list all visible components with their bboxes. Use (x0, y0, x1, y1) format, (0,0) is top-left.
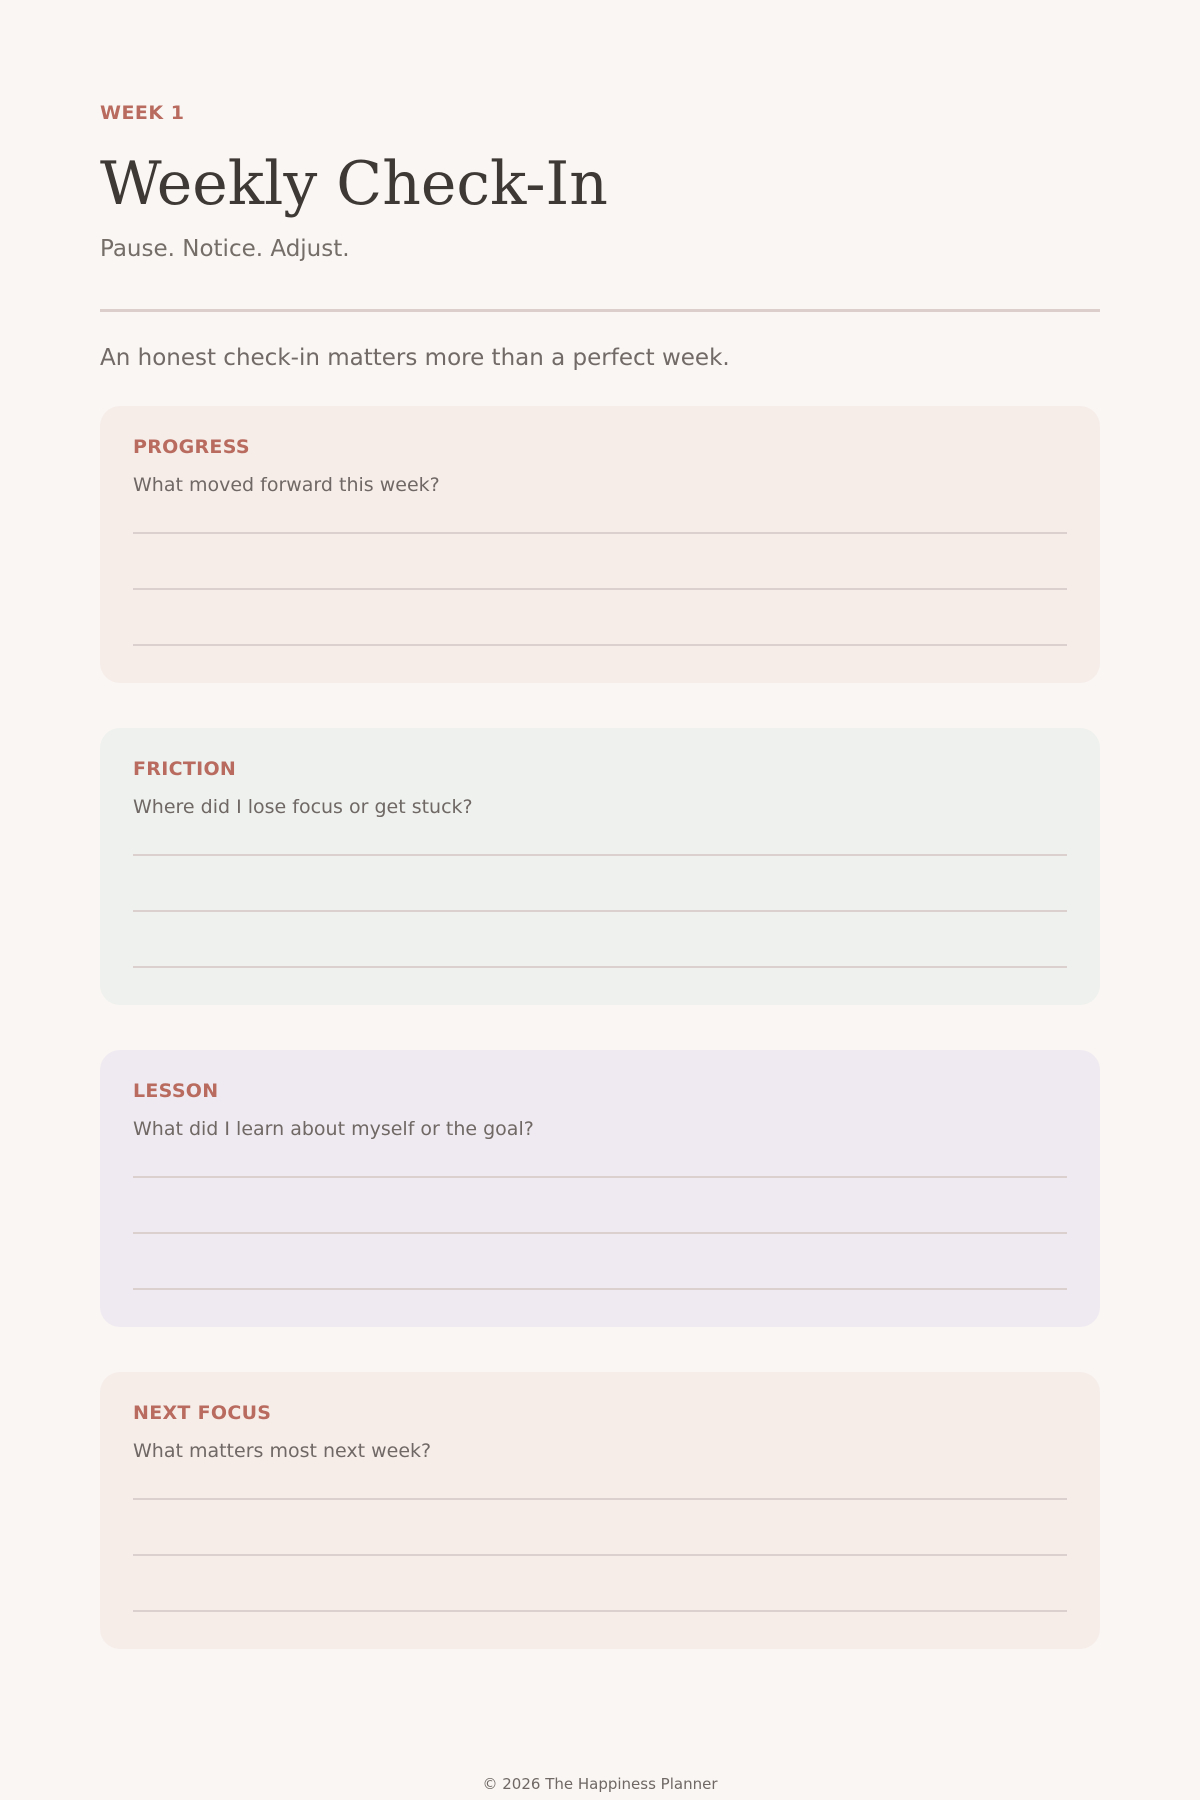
writing-line[interactable] (133, 644, 1067, 646)
footer-copyright: © 2026 The Happiness Planner (482, 1775, 718, 1793)
section-question: What did I learn about myself or the goal? (133, 1118, 534, 1140)
writing-line[interactable] (133, 966, 1067, 968)
section-question: What matters most next week? (133, 1440, 432, 1462)
section-question: Where did I lose focus or get stuck? (133, 796, 473, 818)
section-label: PROGRESS (133, 436, 250, 458)
section-label: LESSON (133, 1080, 219, 1102)
writing-line[interactable] (133, 910, 1067, 912)
page-title: Weekly Check-In (100, 149, 608, 219)
writing-line[interactable] (133, 532, 1067, 534)
section-label: NEXT FOCUS (133, 1402, 272, 1424)
section-card-lesson (100, 1050, 1100, 1327)
section-card-next-focus (100, 1372, 1100, 1649)
week-label: WEEK 1 (100, 102, 185, 124)
section-question: What moved forward this week? (133, 474, 440, 496)
section-card-progress (100, 406, 1100, 683)
writing-line[interactable] (133, 1554, 1067, 1556)
section-card-friction (100, 728, 1100, 1005)
writing-line[interactable] (133, 854, 1067, 856)
intro-text: An honest check-in matters more than a perfect week. (100, 345, 730, 371)
writing-line[interactable] (133, 588, 1067, 590)
writing-line[interactable] (133, 1498, 1067, 1500)
section-label: FRICTION (133, 758, 237, 780)
writing-line[interactable] (133, 1176, 1067, 1178)
header-divider (100, 309, 1100, 312)
writing-line[interactable] (133, 1232, 1067, 1234)
page-subtitle: Pause. Notice. Adjust. (100, 236, 350, 262)
writing-line[interactable] (133, 1288, 1067, 1290)
writing-line[interactable] (133, 1610, 1067, 1612)
